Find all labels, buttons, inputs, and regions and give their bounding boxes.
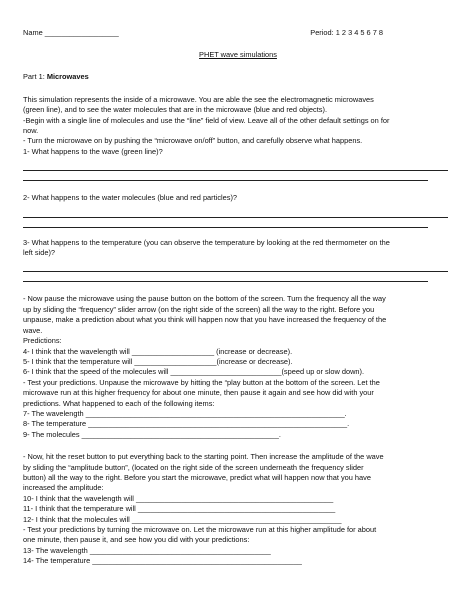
pause-line: up by sliding the “frequency” slider arrow (on the right side of the screen) all the way to the right. Before you <box>23 304 375 314</box>
intro-line: now. <box>23 126 39 136</box>
intro-line: (green line), and to see the water molecules that are in the microwave (blue and red objects). <box>23 105 327 115</box>
worksheet-page <box>23 28 453 567</box>
pause-line: - Test your predictions. Unpause the microwave by hitting the “play button at the bottom of the screen. Let the <box>23 377 380 387</box>
intro-line: -Begin with a single line of molecules and use the “line” field of view. Leave all of the other default settings on for <box>23 115 390 125</box>
answer-line-q1a[interactable] <box>23 170 448 171</box>
question-13[interactable]: 13- The wavelength ____________________________________________ <box>23 545 271 555</box>
question-14[interactable]: 14- The temperature ___________________________________________________ <box>23 556 302 566</box>
question-8[interactable]: 8- The temperature _______________________________________________________________. <box>23 419 350 429</box>
question-1: 1- What happens to the wave (green line)? <box>23 146 163 156</box>
part-prefix: Part 1: <box>23 72 47 82</box>
intro-paragraph <box>23 95 453 157</box>
part-label: Microwaves <box>46 72 89 82</box>
pause-line: wave. <box>23 325 43 335</box>
reset-line: one minute, then pause it, and see how you did with your predictions: <box>23 535 250 545</box>
reset-line: button) all the way to the right. Before you start the microwave, predict what will happen now that you have <box>23 472 371 482</box>
question-9[interactable]: 9- The molecules ________________________________________________. <box>23 429 281 439</box>
pause-line: predictions. What happened to each of the following items: <box>23 398 215 408</box>
pause-line: unpause, make a prediction about what you think will happen now that you have increased the frequency of the <box>23 315 387 325</box>
name-field[interactable]: Name __________________ <box>23 28 119 37</box>
reset-line: - Now, hit the reset button to put everything back to the starting point. Then increase the amplitude of the wave <box>23 452 384 462</box>
question-5[interactable]: 5- I think that the temperature will ____________________(increase or decrease). <box>23 356 293 366</box>
page-title: PHET wave simulations <box>199 50 277 59</box>
predictions-heading: Predictions: <box>23 336 62 346</box>
reset-line: increased the amplitude: <box>23 483 104 493</box>
question-3-block <box>23 238 453 259</box>
answer-line-q1b[interactable] <box>23 180 428 181</box>
question-4[interactable]: 4- I think that the wavelength will ____________________ (increase or decrease). <box>23 346 293 356</box>
question-10[interactable]: 10- I think that the wavelength will ________________________________________________ <box>23 493 334 503</box>
pause-line: microwave run at this higher frequency for about one minute, then pause it again and see how did with your <box>23 388 374 398</box>
question-7[interactable]: 7- The wavelength _______________________________________________________________. <box>23 408 347 418</box>
intro-line: - Turn the microwave on by pushing the “microwave on/off” button, and carefully observe what happens. <box>23 136 363 146</box>
answer-line-q3b[interactable] <box>23 281 428 282</box>
reset-section <box>23 452 453 566</box>
question-3-line: left side)? <box>23 248 56 258</box>
answer-line-q3a[interactable] <box>23 271 448 272</box>
question-12[interactable]: 12- I think that the molecules will ___________________________________________________ <box>23 514 342 524</box>
reset-line: - Test your predictions by turning the microwave on. Let the microwave run at this higher amplitude for about <box>23 525 377 534</box>
part-heading <box>23 72 453 82</box>
answer-line-q2a[interactable] <box>23 217 448 218</box>
question-11[interactable]: 11- I think that the temperature will ________________________________________________ <box>23 504 336 514</box>
question-3-line: 3- What happens to the temperature (you can observe the temperature by looking at the red thermometer on the <box>23 237 390 247</box>
question-2-block <box>23 193 453 203</box>
pause-section <box>23 294 453 440</box>
period-selector[interactable]: Period: 1 2 3 4 5 6 7 8 <box>310 28 383 37</box>
answer-line-q2b[interactable] <box>23 227 428 228</box>
question-6[interactable]: 6- I think that the speed of the molecules will ___________________________(speed up or slow down). <box>23 367 365 377</box>
header-row <box>23 28 453 38</box>
reset-line: by sliding the “amplitude button”, (located on the right side of the screen underneath the frequency slider <box>23 462 364 472</box>
question-2: 2- What happens to the water molecules (blue and red particles)? <box>23 193 238 203</box>
intro-line: This simulation represents the inside of a microwave. You are able the see the electromagnetic microwaves <box>23 94 374 104</box>
pause-line: - Now pause the microwave using the pause button on the bottom of the screen. Turn the frequency all the way <box>23 294 386 304</box>
